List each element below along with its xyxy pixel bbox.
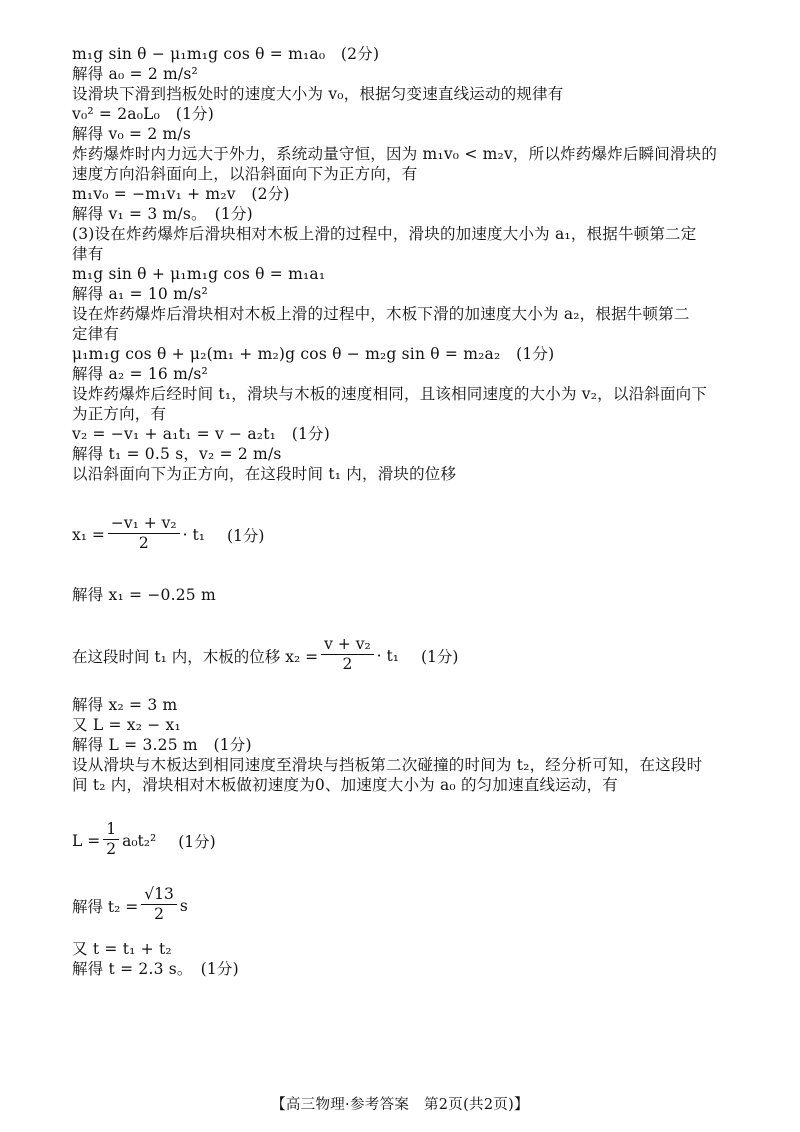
fraction (103, 820, 119, 859)
fraction-equation-x1 (72, 515, 762, 554)
fraction-denominator: 2 (138, 534, 149, 552)
score-label: (1分) (178, 832, 216, 851)
equation-line: m₁g sin θ + μ₁m₁g cos θ = m₁a₁ (72, 265, 326, 283)
result-line: 解得 a₁ = 10 m/s² (72, 285, 208, 303)
text-line: 为正方向，有 (72, 405, 167, 423)
fraction-numerator: 1 (103, 820, 119, 840)
formula-lhs: 在这段时间 t₁ 内，木板的位移 x₂ = (72, 647, 319, 666)
equation-line: m₁v₀ = −m₁v₁ + m₂v (2分) (72, 185, 290, 203)
equation-line: 又 t = t₁ + t₂ (72, 940, 172, 958)
equation-line: v₂ = −v₁ + a₁t₁ = v − a₂t₁ (1分) (72, 425, 330, 443)
page-footer: 【高三物理·参考答案 第2页(共2页)】 (271, 1097, 529, 1113)
result-line: 解得 x₁ = −0.25 m (72, 586, 216, 604)
score-label: (1分) (226, 526, 265, 545)
text-line: (3)设在炸药爆炸后滑块相对木板上滑的过程中，滑块的加速度大小为 a₁，根据牛顿第二定 (72, 225, 697, 243)
fraction (108, 514, 180, 553)
formula-lhs: 解得 t₂ = (72, 897, 139, 916)
result-line: 解得 v₀ = 2 m/s (72, 125, 192, 143)
formula-lhs: x₁ = (72, 525, 105, 544)
result-line: 解得 x₂ = 3 m (72, 696, 178, 714)
result-line: 解得 t₁ = 0.5 s，v₂ = 2 m/s (72, 445, 282, 463)
formula-rhs: · t₁ (376, 646, 399, 665)
fraction-equation-t2 (72, 886, 762, 925)
fraction-denominator: 2 (154, 905, 165, 923)
text-line: 设滑块下滑到挡板处时的速度大小为 v₀，根据匀变速直线运动的规律有 (72, 85, 564, 103)
text-line: 设炸药爆炸后经时间 t₁，滑块与木板的速度相同，且该相同速度的大小为 v₂，以沿斜面向下 (72, 385, 708, 403)
result-line: 解得 v₁ = 3 m/s。 (1分) (72, 205, 253, 223)
text-line: 律有 (72, 245, 104, 263)
text-line: 速度方向沿斜面向上，以沿斜面向下为正方向，有 (72, 165, 418, 183)
equation-line: 又 L = x₂ − x₁ (72, 716, 181, 734)
fraction-denominator: 2 (342, 655, 353, 673)
fraction-numerator: √13 (141, 885, 177, 905)
text-line: 定律有 (72, 325, 120, 343)
text-line: 设在炸药爆炸后滑块相对木板上滑的过程中，木板下滑的加速度大小为 a₂，根据牛顿第二 (72, 305, 690, 323)
result-line: 解得 a₀ = 2 m/s² (72, 65, 198, 83)
fraction-numerator: v + v₂ (321, 635, 374, 655)
text-line: 间 t₂ 内，滑块相对木板做初速度为0、加速度大小为 a₀ 的匀加速直线运动，有 (72, 776, 618, 794)
fraction (141, 885, 177, 924)
fraction-denominator: 2 (106, 840, 117, 858)
result-line: 解得 L = 3.25 m (1分) (72, 736, 252, 754)
fraction-numerator: −v₁ + v₂ (108, 514, 180, 534)
formula-rhs: · t₁ (182, 525, 205, 544)
fraction (321, 635, 374, 674)
result-line: 解得 t = 2.3 s。 (1分) (72, 960, 239, 978)
formula-rhs: a₀t₂² (122, 831, 157, 850)
text-line: 以沿斜面向下为正方向，在这段时间 t₁ 内，滑块的位移 (72, 465, 457, 483)
formula-rhs: s (179, 896, 188, 915)
result-line: 解得 a₂ = 16 m/s² (72, 365, 208, 383)
formula-lhs: L = (72, 831, 101, 850)
fraction-equation-L (72, 821, 762, 860)
fraction-equation-x2 (72, 636, 762, 675)
equation-line: m₁g sin θ − μ₁m₁g cos θ = m₁a₀ (2分) (72, 45, 380, 63)
text-line: 设从滑块与木板达到相同速度至滑块与挡板第二次碰撞的时间为 t₂，经分析可知，在这段时 (72, 756, 703, 774)
text-line: 炸药爆炸时内力远大于外力，系统动量守恒，因为 m₁v₀ < m₂v，所以炸药爆炸后瞬间滑块的 (72, 145, 718, 163)
score-label: (1分) (420, 647, 459, 666)
answer-page (72, 44, 762, 979)
equation-line: μ₁m₁g cos θ + μ₂(m₁ + m₂)g cos θ − m₂g sin θ = m₂a₂ (1分) (72, 345, 555, 363)
equation-line: v₀² = 2a₀L₀ (1分) (72, 105, 215, 123)
